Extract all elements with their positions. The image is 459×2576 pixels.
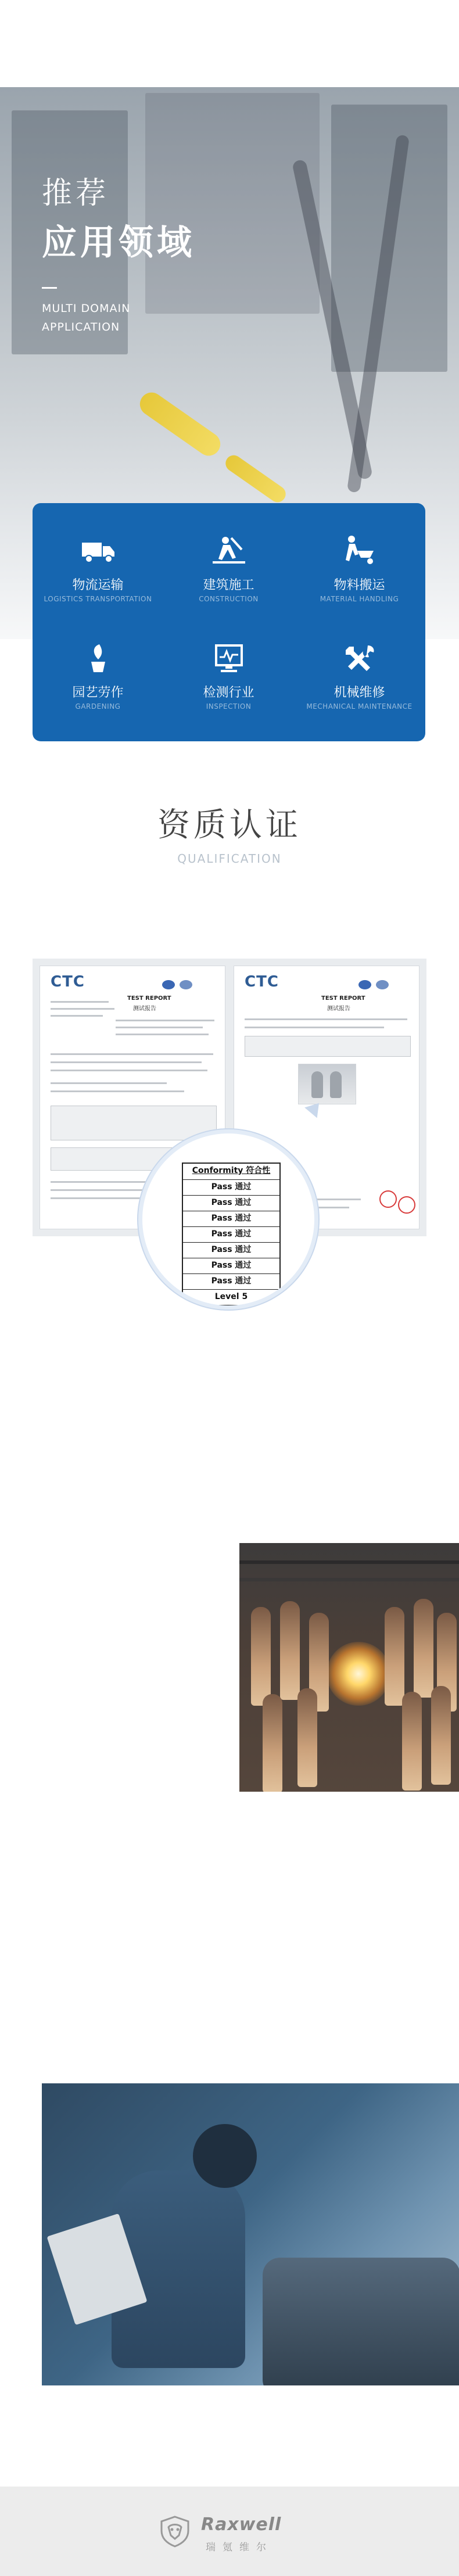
application-material-handling <box>294 515 425 613</box>
application-label-en: INSPECTION <box>206 702 252 711</box>
report-text-line <box>116 1020 214 1021</box>
mechanical-line1: 适用于精密操作 <box>42 1950 245 1980</box>
hero-title-line1: 推荐 <box>42 176 110 211</box>
application-label-en: MECHANICAL MAINTENANCE <box>306 702 413 711</box>
report-text-line <box>245 1018 407 1020</box>
report-logo: CTC <box>245 973 279 991</box>
report-text-line <box>51 1015 103 1017</box>
conformity-row: Pass 通过 <box>183 1273 279 1289</box>
report-heading: TEST REPORT <box>127 995 171 1002</box>
application-inspection <box>163 622 294 721</box>
application-construction <box>163 515 294 613</box>
pu-subtitle-line1: 耐磨防滑 <box>42 1597 158 1627</box>
application-gardening <box>33 622 163 721</box>
glove-shape <box>330 1071 342 1098</box>
qualification-title-en: QUALIFICATION <box>177 852 282 866</box>
conformity-row: Pass 通过 <box>183 1226 279 1242</box>
report-heading-zh: 测试报告 <box>133 1006 156 1012</box>
certification-badge-icon <box>162 980 175 989</box>
glove-mold-shape <box>297 1688 317 1787</box>
glove-mold-shape <box>280 1601 300 1700</box>
glove-mold-shape <box>431 1686 451 1785</box>
hero-en-line2: APPLICATION <box>42 321 120 333</box>
yellow-tool-shape <box>135 388 225 461</box>
conformity-row: Pass 通过 <box>183 1195 279 1211</box>
glove-sample-photo <box>298 1064 356 1104</box>
report-table <box>51 1106 217 1140</box>
construction-worker-icon <box>210 534 248 567</box>
conformity-row: Pass 通过 <box>183 1242 279 1258</box>
engine-shape <box>263 2258 459 2385</box>
conformity-row: Pass 通过 <box>183 1258 279 1273</box>
red-seal-stamp <box>398 1196 415 1214</box>
wheelbarrow-icon <box>341 534 378 567</box>
truck-icon <box>80 534 117 567</box>
hero-en-line1: MULTI DOMAIN <box>42 302 131 315</box>
conformity-table <box>182 1163 281 1306</box>
factory-beam <box>239 1578 459 1581</box>
report-heading-zh: 测试报告 <box>327 1006 350 1012</box>
pu-title: PU浸胶 <box>42 1557 133 1585</box>
hero-divider <box>42 287 57 289</box>
glove-factory-photo <box>239 1543 459 1792</box>
server-rack-shape <box>145 93 320 314</box>
application-label: 检测行业 <box>203 686 254 700</box>
application-mechanical <box>294 622 425 721</box>
report-text-line <box>116 1027 203 1028</box>
pu-divider <box>42 1530 62 1532</box>
factory-beam <box>239 1560 459 1564</box>
conformity-magnifier <box>138 1129 318 1309</box>
conformity-row: Pass 通过 <box>183 1211 279 1226</box>
pu-description: 良好的抗污防潮能力，易于清洁维护，同时轻薄的PU浸胶涂层能为使用者提供高灵活度及其他便利。 <box>56 1708 227 1799</box>
yellow-tool-shape <box>223 452 289 505</box>
red-seal-stamp <box>379 1190 397 1208</box>
glove-mold-shape <box>414 1599 433 1698</box>
brand-name: Raxwell <box>201 2514 282 2535</box>
glove-mold-shape <box>263 1694 282 1792</box>
mechanic-head-shape <box>193 2124 257 2188</box>
report-text-line <box>51 1061 202 1063</box>
mechanical-line2: 机械维修等工况 <box>42 1987 245 2017</box>
monitor-icon <box>210 642 248 675</box>
report-heading: TEST REPORT <box>321 995 365 1002</box>
conformity-header: Conformity 符合性 <box>192 1166 271 1175</box>
conformity-row: Level 5 <box>183 1289 279 1305</box>
application-label: 建筑施工 <box>203 578 254 593</box>
certification-badge-icon <box>376 980 389 989</box>
brand-name-zh: 瑞氪维尔 <box>206 2542 273 2553</box>
application-label: 物料搬运 <box>334 578 385 593</box>
report-logo: CTC <box>51 973 85 991</box>
report-text-line <box>116 1034 209 1035</box>
application-label-en: MATERIAL HANDLING <box>320 595 399 603</box>
footer <box>0 2487 459 2576</box>
factory-light <box>327 1642 390 1706</box>
application-label-en: LOGISTICS TRANSPORTATION <box>44 595 152 603</box>
application-label-en: GARDENING <box>75 702 121 711</box>
report-text-line <box>245 1027 384 1028</box>
application-card <box>33 503 425 741</box>
application-logistics <box>33 515 163 613</box>
shield-logo-icon <box>158 2514 192 2548</box>
hero-title-line2: 应用领域 <box>42 223 195 263</box>
gardening-icon <box>80 642 117 675</box>
glove-mold-shape <box>402 1692 422 1791</box>
application-label-en: CONSTRUCTION <box>199 595 259 603</box>
report-text-line <box>51 1070 207 1071</box>
glove-mold-shape <box>251 1607 271 1706</box>
certification-badge-icon <box>358 980 371 989</box>
glove-mold-shape <box>385 1607 404 1706</box>
tools-icon <box>341 642 378 675</box>
certification-badge-icon <box>180 980 192 989</box>
application-label: 园艺劳作 <box>72 686 124 700</box>
report-text-line <box>51 1082 167 1084</box>
pu-subtitle-line2: 透气舒适 <box>42 1633 158 1663</box>
mechanical-divider <box>42 1924 62 1926</box>
mechanic-photo <box>42 2083 459 2385</box>
glove-shape <box>311 1071 323 1098</box>
application-label: 物流运输 <box>72 578 124 593</box>
application-label: 机械维修 <box>334 686 385 700</box>
report-text-line <box>51 1053 213 1055</box>
report-table <box>245 1036 411 1057</box>
conformity-row: Pass 通过 <box>183 1179 279 1195</box>
report-text-line <box>51 1001 109 1003</box>
qualification-title: 资质认证 <box>157 806 302 844</box>
report-text-line <box>51 1090 184 1092</box>
report-text-line <box>51 1008 114 1010</box>
